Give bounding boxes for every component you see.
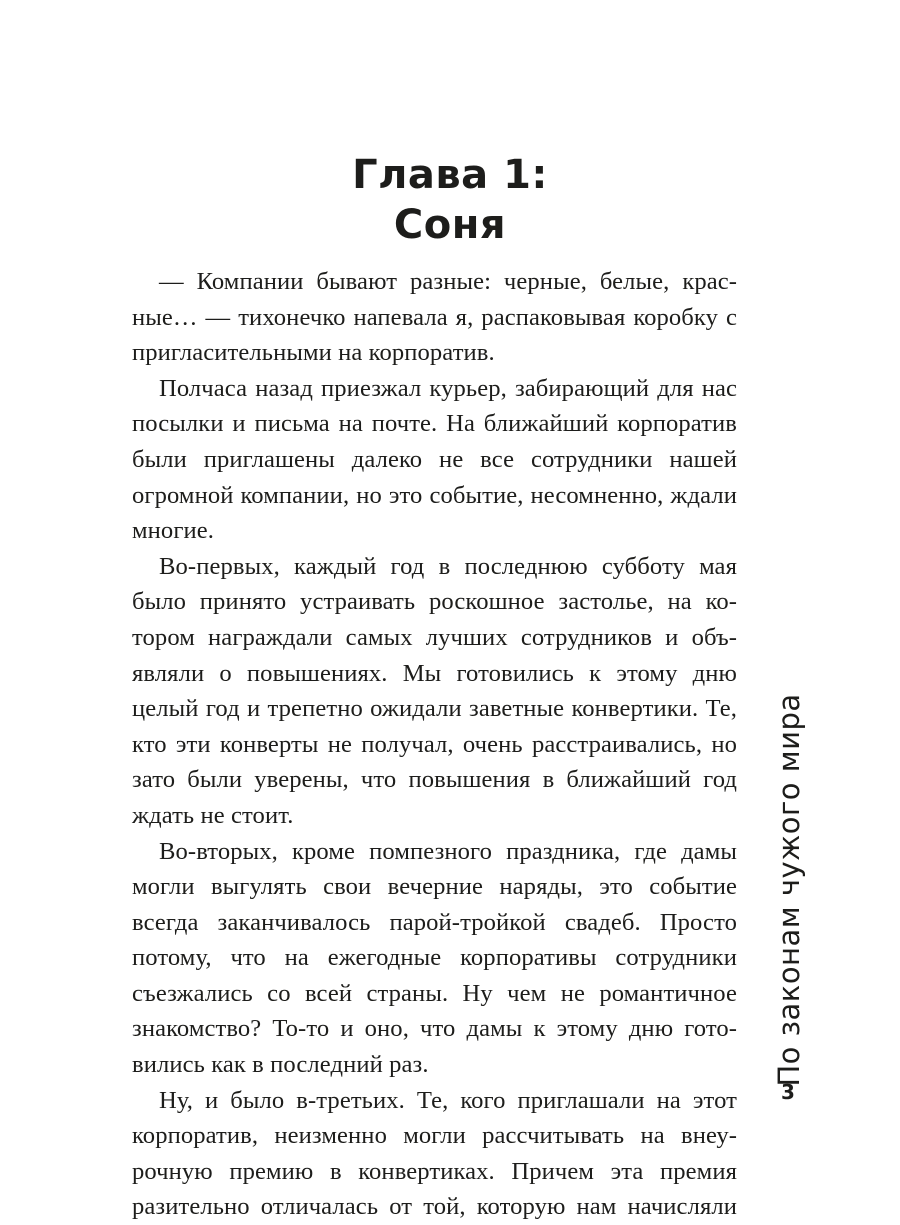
paragraph: Ну, и было в-третьих. Те, кого приглашали на этот корпоратив, неизменно могли рассчитывать на внеурочную премию в конвертиках. Причем эта премия разительно отличалась от той, которую нам начисляли xyxy=(132,1086,737,1221)
paragraph: Полчаса назад приезжал курьер, забирающий для нас посылки и письма на почте. На ближайший корпоратив были приглашены далеко не все сотрудники нашей огромной компании, но это событие, несомненно, ждали многие. xyxy=(132,374,737,545)
chapter-heading xyxy=(0,150,900,250)
chapter-number: Глава 1: xyxy=(352,152,548,198)
chapter-name: Соня xyxy=(393,202,507,248)
chapter-body xyxy=(132,264,737,1225)
page-number: 3 xyxy=(781,1080,795,1104)
paragraph: — Компании бывают разные: черные, белые, красные… — тихонечко напевала я, распаковывая коробку с пригласительными на корпоратив. xyxy=(132,268,737,367)
running-book-title: По законам чужого мира xyxy=(772,693,806,1087)
paragraph: Во-первых, каждый год в последнюю субботу мая было принято устраивать роскошное застолье, на котором награждали самых лучших сотрудников и объявляли о повышениях. Мы готовились к этому дню целый год и трепетно ожидали заветные конвертики. Те, кто эти конверты не получал, очень расстраивались, но зато были уверены, что повышения в ближайший год ждать не стоит. xyxy=(132,552,737,829)
paragraph: Во-вторых, кроме помпезного праздника, где дамы могли выгулять свои вечерние наряды, это событие всегда заканчивалось парой-тройкой свадеб. Просто потому, что на ежегодные корпоративы сотрудники съезжались со всей страны. Ну чем не романтичное знакомство? То-то и оно, что дамы к этому дню готовились как в последний раз. xyxy=(132,837,737,1079)
